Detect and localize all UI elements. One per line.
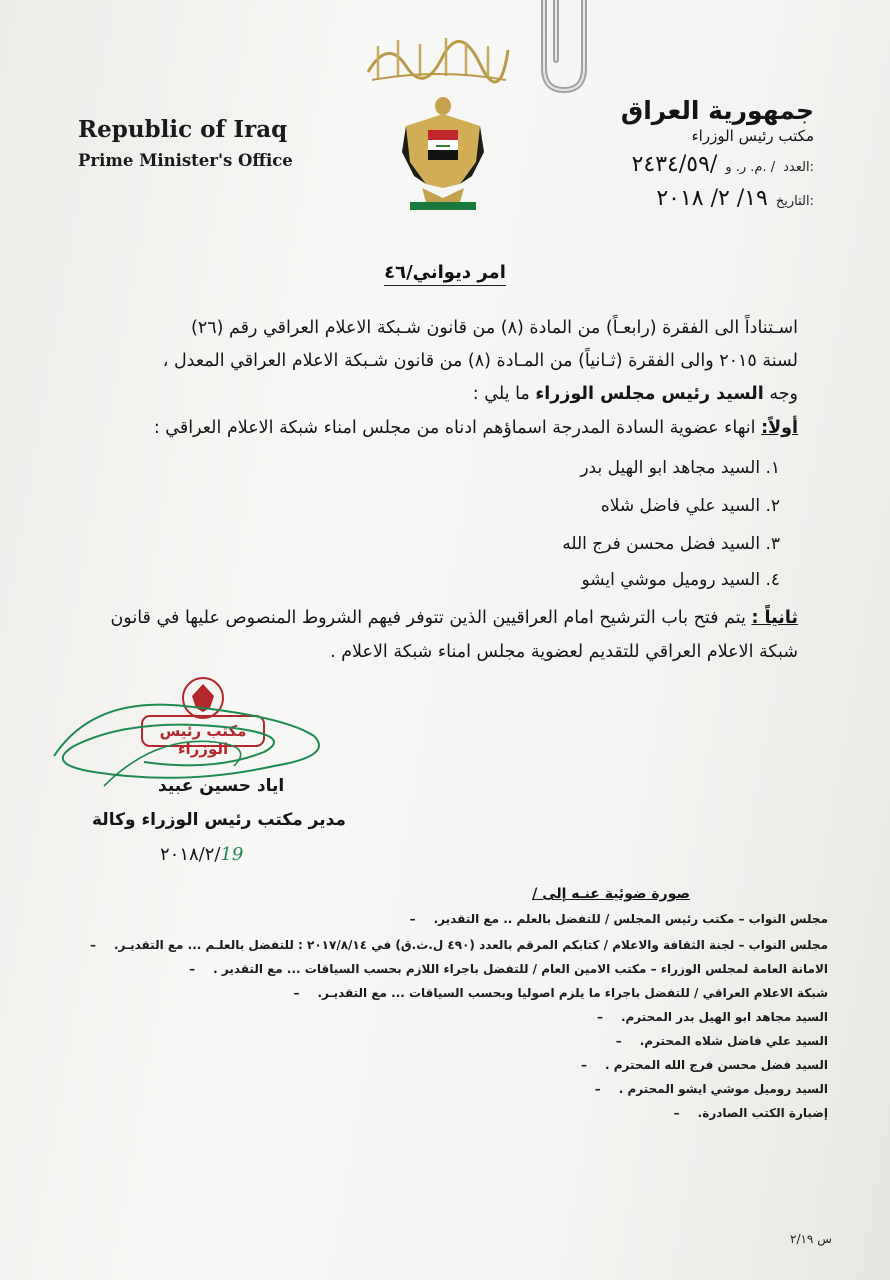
cc-text: السيد علي فاضل شلاه المحترم. xyxy=(639,1034,828,1048)
office-subtitle: Prime Minister's Office xyxy=(78,151,293,170)
cc-item-8 xyxy=(591,1082,828,1096)
second-text: يتم فتح باب الترشيح امام العراقيين الذين تتوفر فيهم الشروط المنصوص عليها في قانون xyxy=(110,608,746,628)
cc-item-2 xyxy=(86,938,828,952)
line3-suffix: ما يلي : xyxy=(472,384,530,404)
calligraphy-motto-icon xyxy=(358,28,518,86)
cc-item-1 xyxy=(406,912,828,926)
list-item-4: ٤. السيد روميل موشي ايشو xyxy=(581,570,780,590)
list-item-3: ٣. السيد فضل محسن فرج الله xyxy=(562,534,780,554)
preamble xyxy=(94,318,798,428)
cc-item-9 xyxy=(670,1106,828,1120)
second-clause xyxy=(94,608,798,678)
cc-item-4 xyxy=(289,986,828,1000)
cc-text: السيد مجاهد ابو الهيل بدر المحترم. xyxy=(620,1010,828,1024)
list-item-2: ٢. السيد علي فاضل شلاه xyxy=(600,496,780,516)
cc-dash: – xyxy=(596,1010,603,1024)
cc-text: السيد فضل محسن فرج الله المحترم . xyxy=(604,1058,828,1072)
second-line-2: شبكة الاعلام العراقي للتقديم لعضوية مجلس امناء شبكة الاعلام . xyxy=(330,642,798,662)
cc-text: مجلس النواب – لجنة الثقافة والاعلام / كتابكم المرقم بالعدد (٤٩٠ ل.ث.ق) في ٢٠١٧/٨/١٤ : للتفضل بالعلـم ... مع التقديـر. xyxy=(113,938,828,952)
cc-text: إضبارة الكتب الصادرة. xyxy=(697,1106,828,1120)
stamp-text: مكتب رئيس الوزراء xyxy=(159,722,247,758)
signature-date-day: 19 xyxy=(220,844,244,865)
cc-item-5 xyxy=(593,1010,828,1024)
date-row xyxy=(656,186,814,211)
date-label: التاريخ: xyxy=(775,194,814,209)
line3-bold: السيد رئيس مجلس الوزراء xyxy=(535,384,764,404)
cc-item-7 xyxy=(577,1058,828,1072)
cc-text: مجلس النواب – مكتب رئيس المجلس / للتفضل بالعلم .. مع التقدير. xyxy=(433,912,828,926)
cc-dash: – xyxy=(673,1106,680,1120)
first-label: أولاً: xyxy=(761,418,798,438)
cc-text: السيد روميل موشي ايشو المحترم . xyxy=(618,1082,828,1096)
paper-clip-icon xyxy=(522,0,606,98)
signature-date-prefix: ٢٠١٨/٢/ xyxy=(160,844,221,865)
page-reference: س ٢/١٩ xyxy=(790,1232,832,1246)
iraq-eagle-emblem-icon xyxy=(400,92,486,214)
number-prefix: م. ر. و. / xyxy=(725,160,776,175)
cc-dash: – xyxy=(293,986,300,1000)
number-label: العدد: xyxy=(783,160,814,175)
cc-dash: – xyxy=(409,912,416,926)
cc-dash: – xyxy=(594,1082,601,1096)
second-line-1 xyxy=(94,608,798,628)
signatory-role: مدير مكتب رئيس الوزراء وكالة xyxy=(92,810,346,830)
cc-item-3 xyxy=(185,962,828,976)
date-value: ١٩/ ٢/ ٢٠١٨ xyxy=(656,186,768,211)
order-title: امر ديواني/٤٦ xyxy=(384,262,506,286)
copies-title: صورة ضوئية عنـه إلى / xyxy=(532,886,690,902)
english-header xyxy=(78,116,293,170)
cc-text: شبكة الاعلام العراقي / للتفضل باجراء ما يلزم اصوليا وبحسب السياقات ... مع التقديـر. xyxy=(317,986,828,1000)
cc-dash: – xyxy=(89,938,96,952)
republic-title: Republic of Iraq xyxy=(78,116,288,143)
arabic-republic-title: جمهورية العراق xyxy=(620,96,814,125)
line3-prefix: وجه xyxy=(769,384,798,404)
preamble-line-3 xyxy=(94,384,798,404)
cc-dash: – xyxy=(615,1034,622,1048)
arabic-office-subtitle: مكتب رئيس الوزراء xyxy=(691,127,814,145)
preamble-line-1: اسـتناداً الى الفقرة (رابعـاً) من المادة (٨) من قانون شـبكة الاعلام العراقي رقم (٢٦) xyxy=(191,318,798,338)
number-value: ٢٤٣٤/٥٩/ xyxy=(631,152,718,177)
first-clause xyxy=(94,418,798,438)
cc-text: الامانة العامة لمجلس الوزراء – مكتب الامين العام / للتفضل باجراء اللازم بحسب السياقات ... مع التقدير . xyxy=(213,962,828,976)
cc-item-6 xyxy=(612,1034,828,1048)
reference-number-row xyxy=(632,152,814,177)
order-title-wrap xyxy=(0,262,890,286)
second-label: ثانياً : xyxy=(751,608,798,628)
preamble-line-2: لسنة ٢٠١٥ والى الفقرة (ثـانياً) من المـادة (٨) من قانون شـبكة الاعلام العراقي المعدل ، xyxy=(162,351,798,371)
signature-date xyxy=(160,844,243,865)
cc-dash: – xyxy=(189,962,196,976)
first-text: انهاء عضوية السادة المدرجة اسماؤهم ادناه من مجلس امناء شبكة الاعلام العراقي : xyxy=(153,418,756,438)
signatory-name: اياد حسين عبيد xyxy=(158,776,285,796)
arabic-header xyxy=(621,96,814,145)
list-item-1: ١. السيد مجاهد ابو الهيل بدر xyxy=(580,458,780,478)
cc-dash: – xyxy=(580,1058,587,1072)
